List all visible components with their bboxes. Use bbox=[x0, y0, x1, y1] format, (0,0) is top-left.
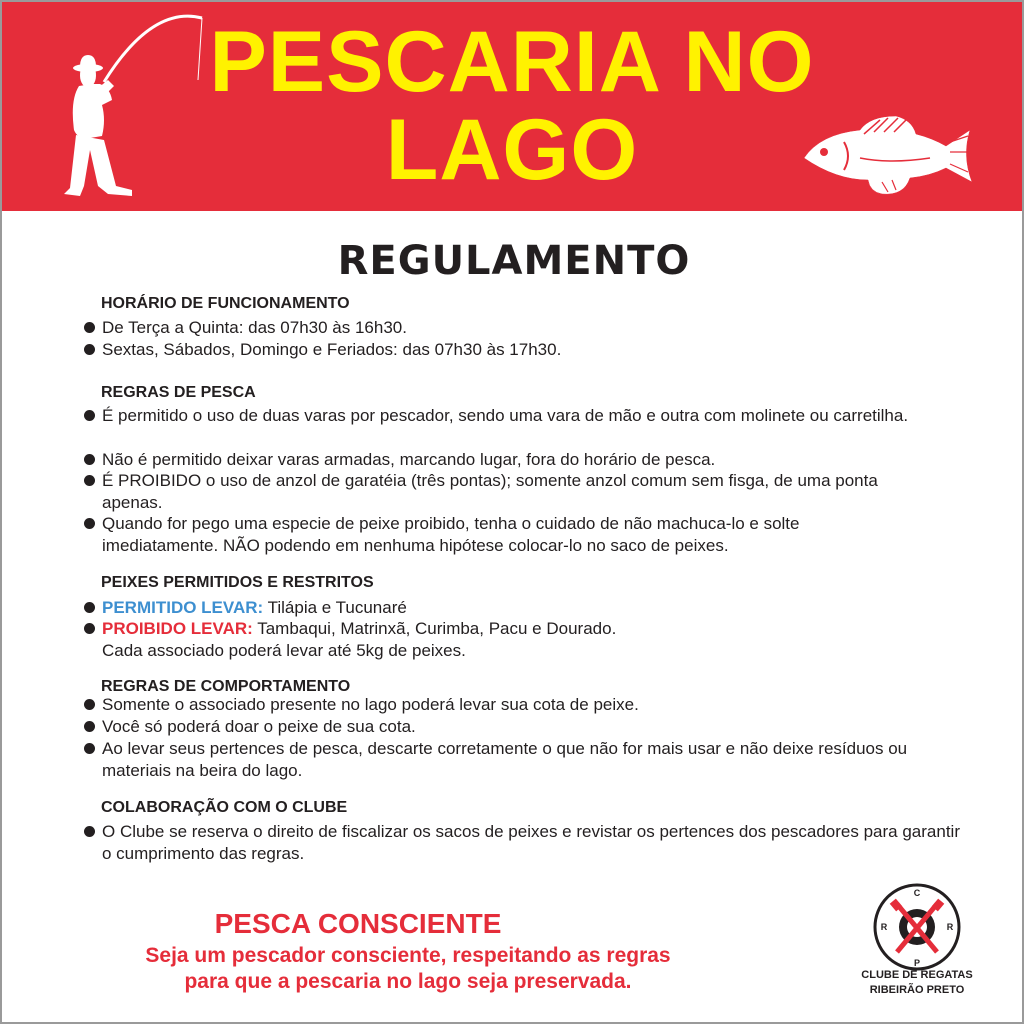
bullet-icon bbox=[84, 475, 95, 486]
section-title-colaboracao: COLABORAÇÃO COM O CLUBE bbox=[101, 799, 348, 816]
list-item bbox=[84, 821, 964, 864]
emblem-letter-left: R bbox=[880, 922, 888, 932]
list-item-text: Você só poderá doar o peixe de sua cota. bbox=[102, 717, 416, 736]
proibido-text: Tambaqui, Matrinxã, Curimba, Pacu e Dourado. bbox=[252, 619, 617, 638]
list-item bbox=[84, 449, 964, 471]
bullet-icon bbox=[84, 623, 95, 634]
list-item bbox=[84, 738, 914, 781]
list-item-text: Não é permitido deixar varas armadas, marcando lugar, fora do horário de pesca. bbox=[102, 450, 716, 469]
bullet-icon bbox=[84, 721, 95, 732]
bullet-icon bbox=[84, 826, 95, 837]
bullet-icon bbox=[84, 602, 95, 613]
footer-line-2: para que a pescaria no lago seja preservada. bbox=[184, 970, 632, 993]
list-item-text: O Clube se reserva o direito de fiscalizar os sacos de peixes e revistar os pertences dos pescadores para garantir o cumprimento das regras. bbox=[102, 822, 960, 863]
fish-icon bbox=[800, 112, 978, 200]
peixes-note: Cada associado poderá levar até 5kg de peixes. bbox=[102, 641, 466, 660]
list-item bbox=[84, 339, 964, 361]
emblem-letter-right: R bbox=[946, 922, 954, 932]
section-title-peixes: PEIXES PERMITIDOS E RESTRITOS bbox=[101, 574, 374, 591]
club-name-line-1: CLUBE DE REGATAS bbox=[861, 969, 973, 981]
permitido-text: Tilápia e Tucunaré bbox=[263, 598, 407, 617]
club-emblem-icon bbox=[872, 882, 962, 972]
list-item-text: Quando for pego uma especie de peixe proibido, tenha o cuidado de não machuca-lo e solte imediatamente. NÃO podendo em nenhuma hipótese colocar-lo no saco de peixes. bbox=[102, 514, 800, 555]
bullet-icon bbox=[84, 699, 95, 710]
section-title-comportamento: REGRAS DE COMPORTAMENTO bbox=[101, 678, 351, 695]
section-title-regras: REGRAS DE PESCA bbox=[101, 384, 256, 401]
list-item-permitido bbox=[84, 597, 964, 619]
emblem-letter-bottom: P bbox=[913, 958, 921, 968]
club-name-line-2: RIBEIRÃO PRETO bbox=[869, 984, 965, 996]
banner-title bbox=[152, 14, 872, 198]
header-banner bbox=[2, 2, 1022, 211]
list-item-text: Sextas, Sábados, Domingo e Feriados: das 07h30 às 17h30. bbox=[102, 340, 562, 359]
bullet-icon bbox=[84, 344, 95, 355]
page-heading: REGULAMENTO bbox=[337, 238, 691, 284]
list-item bbox=[84, 716, 964, 738]
list-item bbox=[84, 513, 899, 556]
bullet-icon bbox=[84, 410, 95, 421]
list-item bbox=[84, 694, 964, 716]
bullet-icon bbox=[84, 743, 95, 754]
bullet-icon bbox=[84, 454, 95, 465]
list-item bbox=[84, 405, 924, 427]
list-item-proibido bbox=[84, 618, 964, 640]
list-item-text: É PROIBIDO o uso de anzol de garatéia (três pontas); somente anzol comum sem fisga, de uma ponta apenas. bbox=[102, 471, 878, 512]
footer-line-1: Seja um pescador consciente, respeitando as regras bbox=[145, 944, 671, 967]
banner-title-text: PESCARIA NO LAGO bbox=[209, 14, 815, 198]
list-item bbox=[84, 317, 964, 339]
bullet-icon bbox=[84, 518, 95, 529]
bullet-icon bbox=[84, 322, 95, 333]
list-item-text: De Terça a Quinta: das 07h30 às 16h30. bbox=[102, 318, 407, 337]
permitido-label: PERMITIDO LEVAR: bbox=[102, 598, 264, 617]
proibido-label: PROIBIDO LEVAR: bbox=[102, 619, 253, 638]
list-item bbox=[84, 470, 934, 513]
list-item-text: Somente o associado presente no lago poderá levar sua cota de peixe. bbox=[102, 695, 639, 714]
list-item-text: É permitido o uso de duas varas por pescador, sendo uma vara de mão e outra com molinete ou carretilha. bbox=[102, 406, 909, 425]
section-title-horario: HORÁRIO DE FUNCIONAMENTO bbox=[101, 295, 350, 312]
list-item-text: Ao levar seus pertences de pesca, descarte corretamente o que não for mais usar e não deixe resíduos ou materiais na beira do lago. bbox=[102, 739, 908, 780]
footer-title: PESCA CONSCIENTE bbox=[214, 908, 502, 939]
emblem-letter-top: C bbox=[913, 888, 921, 898]
